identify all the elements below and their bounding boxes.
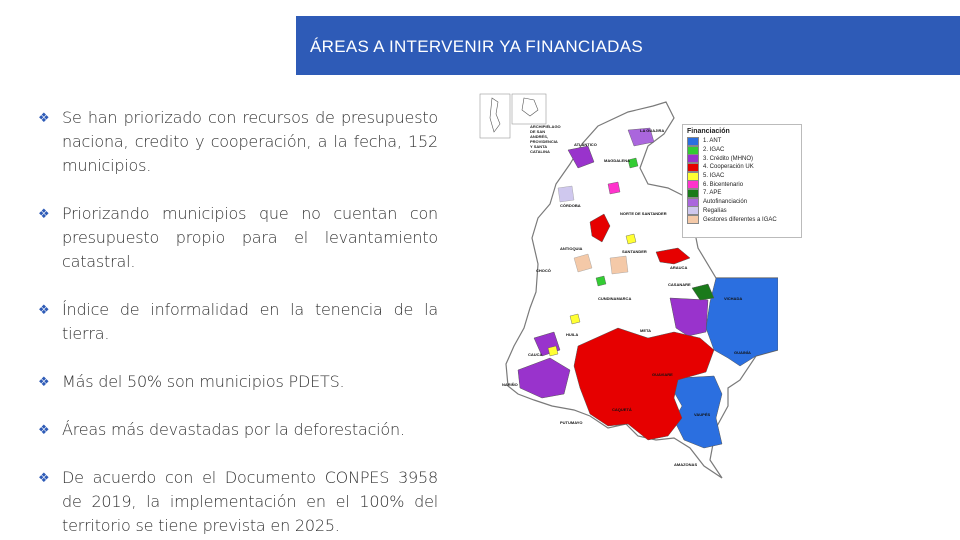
- bullet-text: Áreas más devastadas por la deforestación.: [62, 420, 405, 439]
- legend-item: [683, 189, 801, 198]
- bullet-item: [38, 418, 438, 442]
- legend-title: Financiación: [687, 128, 730, 135]
- legend-label: 2. IGAC: [703, 147, 725, 154]
- map-label: LA GUAJIRA: [640, 128, 665, 133]
- map-label: AMAZONAS: [674, 462, 698, 467]
- map-label: CUNDINAMARCA: [598, 296, 632, 301]
- region-magenta-1: [608, 182, 620, 194]
- map-label: PUTUMAYO: [560, 420, 583, 425]
- map-label: GUAVIARE: [652, 372, 673, 377]
- bullet-item: [38, 298, 438, 346]
- map-legend: [682, 124, 802, 238]
- legend-label: Regalías: [703, 207, 727, 214]
- legend-swatch: [687, 206, 699, 215]
- legend-item: [683, 215, 801, 224]
- map-label: META: [640, 328, 652, 333]
- diamond-bullet-icon: ❖: [38, 206, 50, 221]
- legend-label: Autofinanciación: [703, 199, 748, 206]
- legend-swatch: [687, 163, 699, 172]
- region-igac-small-2: [596, 276, 606, 286]
- legend-label: 1. ANT: [703, 138, 722, 145]
- bullet-text: De acuerdo con el Documento CONPES 3958 de 2019, la implementación en el 100% del territorio se tiene prevista en 2025.: [62, 468, 438, 535]
- map-label: MAGDALENA: [604, 158, 630, 163]
- bullet-text: Priorizando municipios que no cuentan con presupuesto propio para el levantamiento catastral.: [62, 204, 438, 271]
- legend-item: [683, 146, 801, 155]
- legend-label: 5. IGAC: [703, 173, 725, 180]
- map-label: VAUPÉS: [694, 412, 711, 417]
- page-title: ÁREAS A INTERVENIR YA FINANCIADAS: [310, 37, 643, 56]
- map-label: GUAINÍA: [734, 350, 751, 355]
- map-label: ATLÁNTICO: [574, 142, 597, 147]
- legend-label: Gestores diferentes a IGAC: [703, 216, 777, 223]
- bullet-item: [38, 106, 438, 178]
- map-label: CASANARE: [668, 282, 691, 287]
- bullet-item: [38, 466, 438, 538]
- map-label: CÓRDOBA: [560, 203, 581, 208]
- legend-label: 7. APE: [703, 190, 722, 197]
- bullet-text: Más del 50% son municipios PDETS.: [62, 372, 345, 391]
- map-label: SANTANDER: [622, 249, 647, 254]
- legend-item: [683, 198, 801, 207]
- legend-swatch: [687, 137, 699, 146]
- map-label: ARAUCA: [670, 265, 688, 270]
- legend-item: [683, 172, 801, 181]
- legend-label: 4. Cooperación UK: [703, 164, 754, 171]
- map-label: CAQUETÁ: [612, 407, 632, 412]
- map-label: NORTE DE SANTANDER: [620, 211, 667, 216]
- map-label: HUILA: [566, 332, 579, 337]
- region-yellow-1: [570, 314, 580, 324]
- diamond-bullet-icon: ❖: [38, 302, 50, 317]
- diamond-bullet-icon: ❖: [38, 470, 50, 485]
- title-banner: [296, 16, 960, 75]
- legend-item: [683, 154, 801, 163]
- legend-label: 3. Crédito (MHNO): [703, 155, 754, 162]
- legend-label: 6. Bicentenario: [703, 181, 744, 188]
- map-label: CHOCÓ: [536, 268, 551, 273]
- diamond-bullet-icon: ❖: [38, 374, 50, 389]
- diamond-bullet-icon: ❖: [38, 422, 50, 437]
- legend-swatch: [687, 172, 699, 181]
- region-beige-2: [610, 256, 628, 274]
- region-yellow-3: [626, 234, 636, 244]
- bullet-item: [38, 370, 438, 394]
- region-lavender-1: [558, 186, 574, 202]
- map-label: VICHADA: [724, 296, 743, 301]
- map-label: ANTIOQUIA: [560, 246, 583, 251]
- legend-swatch: [687, 189, 699, 198]
- region-yellow-2: [548, 346, 558, 356]
- bullet-item: [38, 202, 438, 274]
- legend-item: [683, 207, 801, 216]
- map-label: NARIÑO: [502, 382, 518, 387]
- diamond-bullet-icon: ❖: [38, 110, 50, 125]
- legend-swatch: [687, 215, 699, 224]
- map-label: CAUCA: [528, 352, 543, 357]
- legend-swatch: [687, 146, 699, 155]
- legend-item: [683, 137, 801, 146]
- legend-item: [683, 180, 801, 189]
- bullet-text: Se han priorizado con recursos de presupuesto naciona, credito y cooperación, a la fecha, 152 municipios.: [62, 108, 438, 175]
- legend-swatch: [687, 198, 699, 207]
- legend-item: [683, 163, 801, 172]
- legend-swatch: [687, 154, 699, 163]
- inset-label: ARCHIPIÉLAGO DE SAN ANDRÉS, PROVIDENCIA Y SANTA CATALINA: [530, 124, 561, 154]
- bullet-text: Índice de informalidad en la tenencia de la tierra.: [62, 300, 438, 343]
- legend-swatch: [687, 180, 699, 189]
